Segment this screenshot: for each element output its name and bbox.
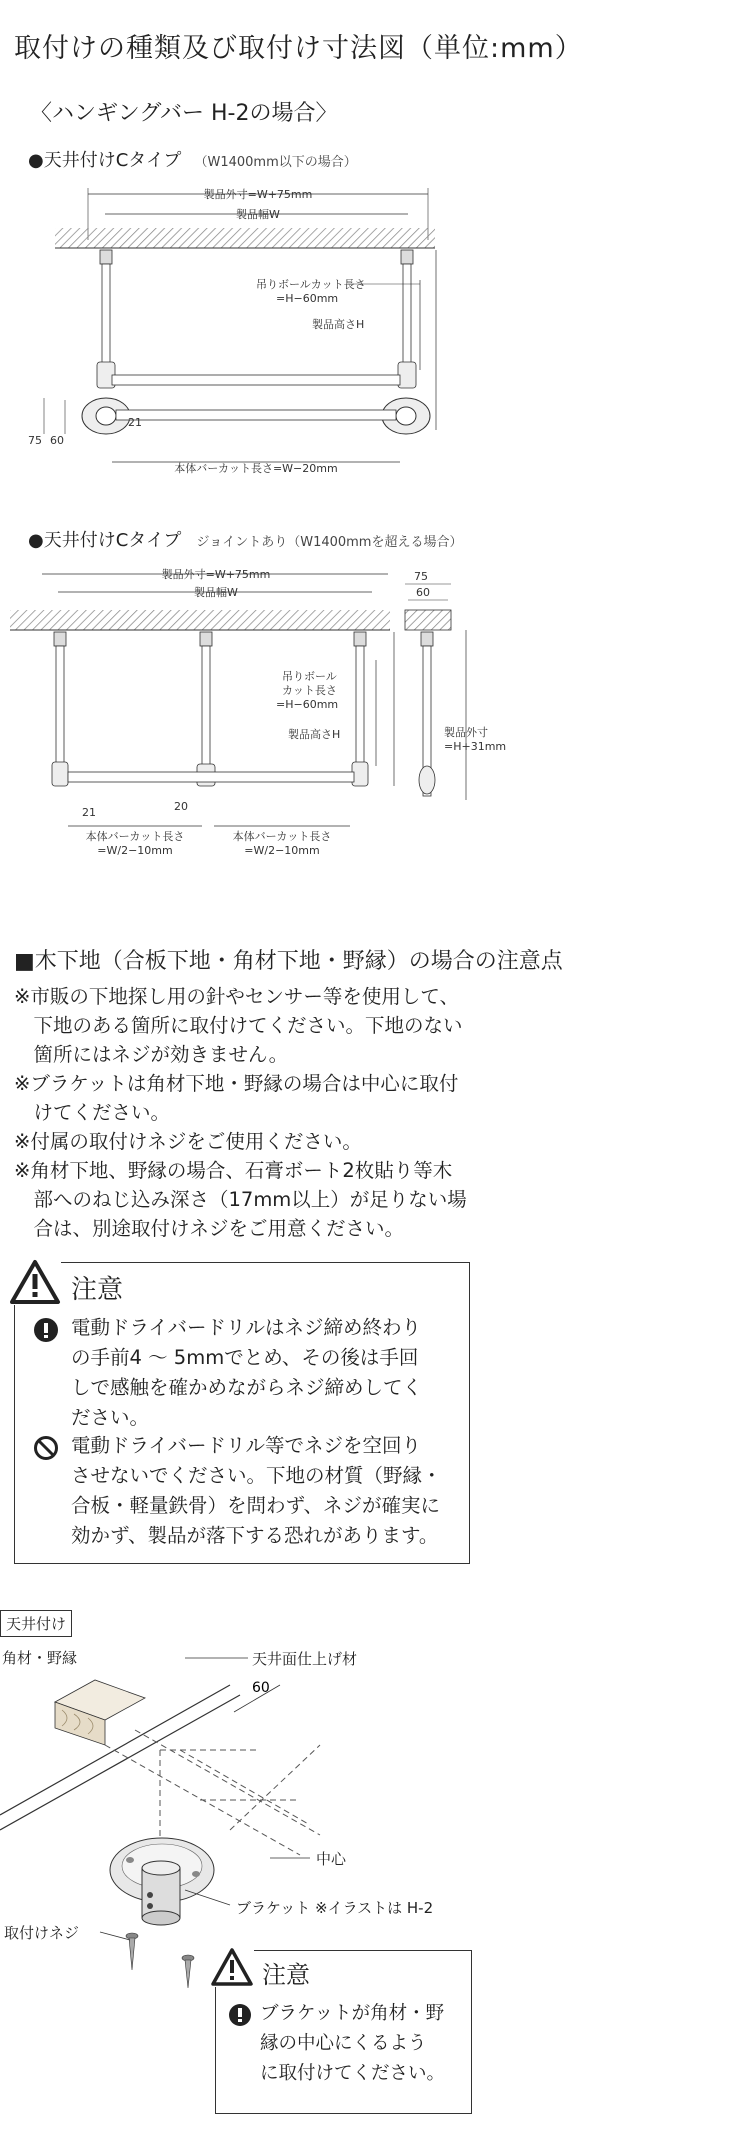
side-dim-60: 60 [416,586,430,599]
caution-box-2 [215,1950,472,2114]
outer-dim-label: 製品外寸=W+75mm [203,188,313,201]
dim-60: 60 [252,1680,270,1696]
wood-note-line: けてください。 [14,1101,171,1124]
right-pole [403,264,411,364]
prohibited-icon [33,1435,59,1461]
bracket-label: ブラケット ※イラストは H-2 [236,1899,434,1917]
type2-note: ジョイントあり（W1400mmを超える場合） [196,535,463,550]
side-dim-75: 75 [414,570,428,583]
wood-note-line: 箇所にはネジが効きません。 [14,1043,289,1066]
finish-label: 天井面仕上げ材 [252,1650,358,1668]
warning-triangle-icon [9,1259,61,1305]
width-dim-label: 製品幅W [236,208,280,221]
dim-60: 60 [50,434,64,447]
side-outer-h-1: 製品外寸 [444,726,488,739]
wood-heading: ■木下地（合板下地・角材下地・野縁）の場合の注意点 [14,949,563,974]
center-label: 中心 [316,1850,347,1868]
wood-note-line: ※市販の下地探し用の針やセンサー等を使用して、 [14,985,459,1008]
side-outer-h-2: =H+31mm [444,740,507,753]
main-bar [68,772,354,782]
wood-note-line: 下地のある箇所に取付けてください。下地のない [14,1014,463,1037]
ceiling-mount-tag: 天井付け [0,1610,72,1637]
type1-heading-row [28,146,357,172]
caution-line: に取付けてください。 [260,2063,446,2084]
middle-pole [202,646,210,766]
pole-cut-label-1: 吊りボール [282,670,337,683]
wood-note-line: ※ブラケットは角材下地・野縁の場合は中心に取付 [14,1072,459,1095]
dim-75: 75 [28,434,42,447]
caution-line: 合板・軽量鉄骨）を問わず、ネジが確実に [71,1494,440,1517]
top-bar [112,375,400,385]
type1-diagram [0,180,750,510]
outer-dim-label: 製品外寸=W+75mm [161,568,271,581]
page-title: 取付けの種類及び取付け寸法図（単位:mm） [14,33,583,64]
bar-cut-right-1: 本体バーカット長さ [232,830,332,843]
bar-cut-right-2: =W/2−10mm [244,844,320,857]
lumber-label: 角材・野縁 [2,1649,78,1667]
wood-note-line: ※角材下地、野縁の場合、石膏ボート2枚貼り等木 [14,1159,453,1182]
caution-line: 電動ドライバードリル等でネジを空回り [71,1434,422,1457]
wood-note-line: 部へのねじ込み深さ（17mm以上）が足りない場 [14,1188,467,1211]
wood-note-line: 合は、別途取付けネジをご用意ください。 [14,1217,405,1240]
pole-cut-label-2: カット長さ [282,684,337,697]
type1-note: （W1400mm以下の場合） [194,155,357,170]
wood-notes [14,982,467,1243]
left-pole [56,646,64,766]
caution-line: 効かず、製品が落下する恐れがあります。 [71,1524,439,1547]
screw-label: 取付けネジ [4,1924,80,1942]
caution-line: ださい。 [71,1406,150,1429]
height-label: 製品高さH [288,728,341,741]
main-bar [116,410,396,420]
wood-note-line: ※付属の取付けネジをご使用ください。 [14,1130,362,1153]
left-pole [102,264,110,364]
caution-line: の手前4 〜 5mmでとめ、その後は手回 [71,1346,419,1369]
caution-line: させないでください。下地の材質（野縁・ [71,1464,442,1487]
caution-line: 縁の中心にくるよう [260,2033,427,2054]
type2-heading: ●天井付けCタイプ [28,530,182,551]
caution-line: しで感触を確かめながらネジ締めしてく [71,1376,423,1399]
side-ceiling [405,610,451,630]
caution-label: 注意 [262,1955,316,1990]
exclamation-icon [228,2003,252,2027]
screw-left [126,1933,138,1970]
warning-triangle-icon [210,1947,254,1987]
type2-heading-row [28,526,462,552]
caution-label: 注意 [71,1269,129,1306]
right-pole [356,646,364,766]
dim-21: 21 [82,806,96,819]
caution-line: 電動ドライバードリルはネジ締め終わり [71,1316,422,1339]
screw-right [182,1955,194,1988]
dim-20: 20 [174,800,188,813]
caution-item-2 [71,1431,442,1551]
bar-cut-left-2: =W/2−10mm [97,844,173,857]
dim-21: 21 [128,416,142,429]
product-subtitle: 〈ハンギングバー H-2の場合〉 [30,101,338,126]
height-label: 製品高さH [312,318,365,331]
bar-cut-label: 本体バーカット長さ=W−20mm [174,462,338,475]
exclamation-icon [33,1317,59,1343]
ceiling-illustration [0,1640,750,1990]
ceiling-hatch [55,228,435,248]
pole-cut-label-2: =H−60mm [276,292,339,305]
pole-cut-label-1: 吊りボールカット長さ [256,278,366,291]
type2-diagram [0,560,750,880]
width-dim-label: 製品幅W [194,586,238,599]
caution-box [14,1262,470,1564]
type1-heading: ●天井付けCタイプ [28,150,182,171]
caution-item-1 [71,1313,422,1433]
caution-text [260,1999,445,2089]
caution-line: ブラケットが角材・野 [260,2003,445,2024]
pole-cut-label-3: =H−60mm [276,698,339,711]
bar-cut-left-1: 本体バーカット長さ [85,830,185,843]
